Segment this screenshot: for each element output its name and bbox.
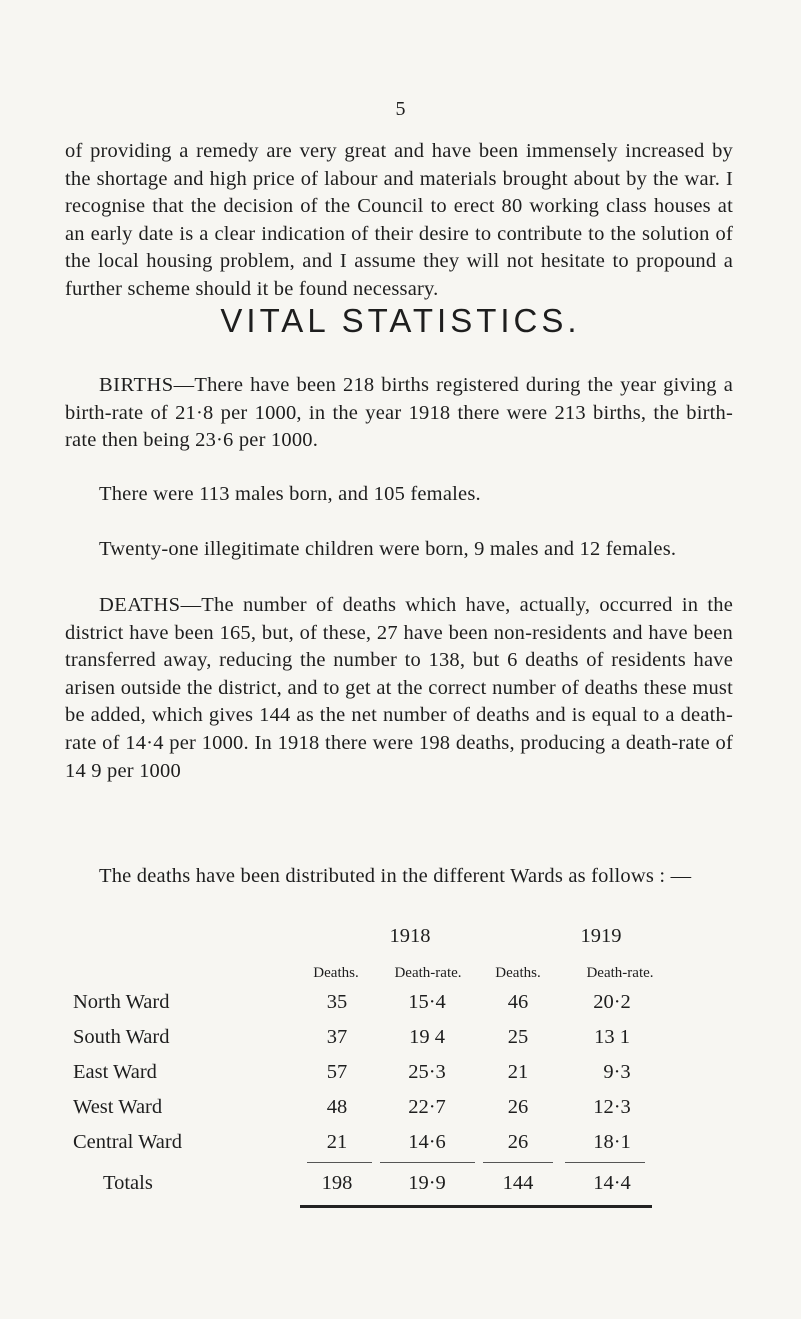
ward-name: Central Ward [73,1131,182,1153]
ward-name: North Ward [73,991,170,1013]
total-deaths-1919: 144 [502,1172,534,1194]
total-deaths-1918: 198 [321,1172,353,1194]
table-row [0,1131,801,1161]
cell-rate-1918: 14·6 [408,1131,446,1153]
totals-row [0,1172,801,1202]
cell-rate-1919: 12·3 [593,1096,631,1118]
ward-name: South Ward [73,1026,170,1048]
table-year-header [0,925,801,955]
total-rate-1918: 19·9 [408,1172,446,1194]
paragraph-housing: of providing a remedy are very great and have been immensely increased by the shortage and high price of labour and materials brought about by the war. I recognise that the decision of the Council to erect 80 working class houses at an early date is a clear indication of their desire to contribute to the solution of the local housing problem, and I assume they will not hesitate to propound a further scheme should it be found necessary. [65,140,733,300]
cell-rate-1919: 18·1 [593,1131,631,1153]
table-row [0,1061,801,1091]
year-1918: 1918 [389,925,431,947]
table-row [0,1096,801,1126]
cell-deaths-1918: 57 [326,1061,348,1083]
ward-name: West Ward [73,1096,163,1118]
subheader-rate-1918: Death-rate. [394,965,462,981]
cell-rate-1918: 15·4 [408,991,446,1013]
cell-deaths-1919: 26 [507,1096,529,1118]
subheader-deaths-1919: Deaths. [495,965,541,981]
cell-deaths-1919: 21 [507,1061,529,1083]
year-1919: 1919 [580,925,622,947]
rule-rate-1919 [565,1162,645,1163]
cell-rate-1919: 13 1 [594,1026,630,1048]
deaths-paragraph [65,592,733,785]
cell-deaths-1918: 37 [326,1026,348,1048]
cell-rate-1918: 25·3 [408,1061,446,1083]
rule-totals-bottom [300,1205,652,1208]
cell-deaths-1918: 35 [326,991,348,1013]
cell-rate-1919: 9·3 [603,1061,631,1083]
section-heading: VITAL STATISTICS. [220,302,581,339]
cell-rate-1918: 22·7 [408,1096,446,1118]
births-paragraph [65,372,733,455]
page-number: 5 [395,98,406,120]
cell-deaths-1919: 46 [507,991,529,1013]
births-illegitimate: Twenty-one illegitimate children were born, 9 males and 12 females. [99,538,677,560]
rule-rate-1918 [380,1162,475,1163]
cell-deaths-1919: 26 [507,1131,529,1153]
totals-label: Totals [103,1172,153,1194]
rule-deaths-1918 [307,1162,372,1163]
births-sexes: There were 113 males born, and 105 females. [99,483,481,505]
cell-deaths-1919: 25 [507,1026,529,1048]
ward-name: East Ward [73,1061,157,1083]
table-row [0,1026,801,1056]
rule-deaths-1919 [483,1162,553,1163]
subheader-rate-1919: Death-rate. [586,965,654,981]
wards-intro: The deaths have been distributed in the different Wards as follows : — [99,865,692,887]
total-rate-1919: 14·4 [593,1172,631,1194]
cell-rate-1919: 20·2 [593,991,631,1013]
cell-deaths-1918: 21 [326,1131,348,1153]
births-lead: BIRTHS [99,374,174,396]
subheader-deaths-1918: Deaths. [313,965,359,981]
deaths-text: —The number of deaths which have, actually, occurred in the district have been 165, but, of these, 27 have been non-residents and have been transferred away, reducing the number to 138, but 6 deaths of residents have arisen outside the district, and to get at the correct number of deaths these must be added, which gives 144 as the net number of deaths and is equal to a death-rate of 14·4 per 1000. In 1918 there were 198 deaths, producing a death-rate of 14 9 per 1000 [65,594,733,782]
births-text: —There have been 218 births registered during the year giving a birth-rate of 21·8 per 1000, in the year 1918 there were 213 births, the birth-rate then being 23·6 per 1000. [65,374,733,452]
cell-deaths-1918: 48 [326,1096,348,1118]
table-row [0,991,801,1021]
deaths-lead: DEATHS [99,594,181,616]
cell-rate-1918: 19 4 [409,1026,445,1048]
